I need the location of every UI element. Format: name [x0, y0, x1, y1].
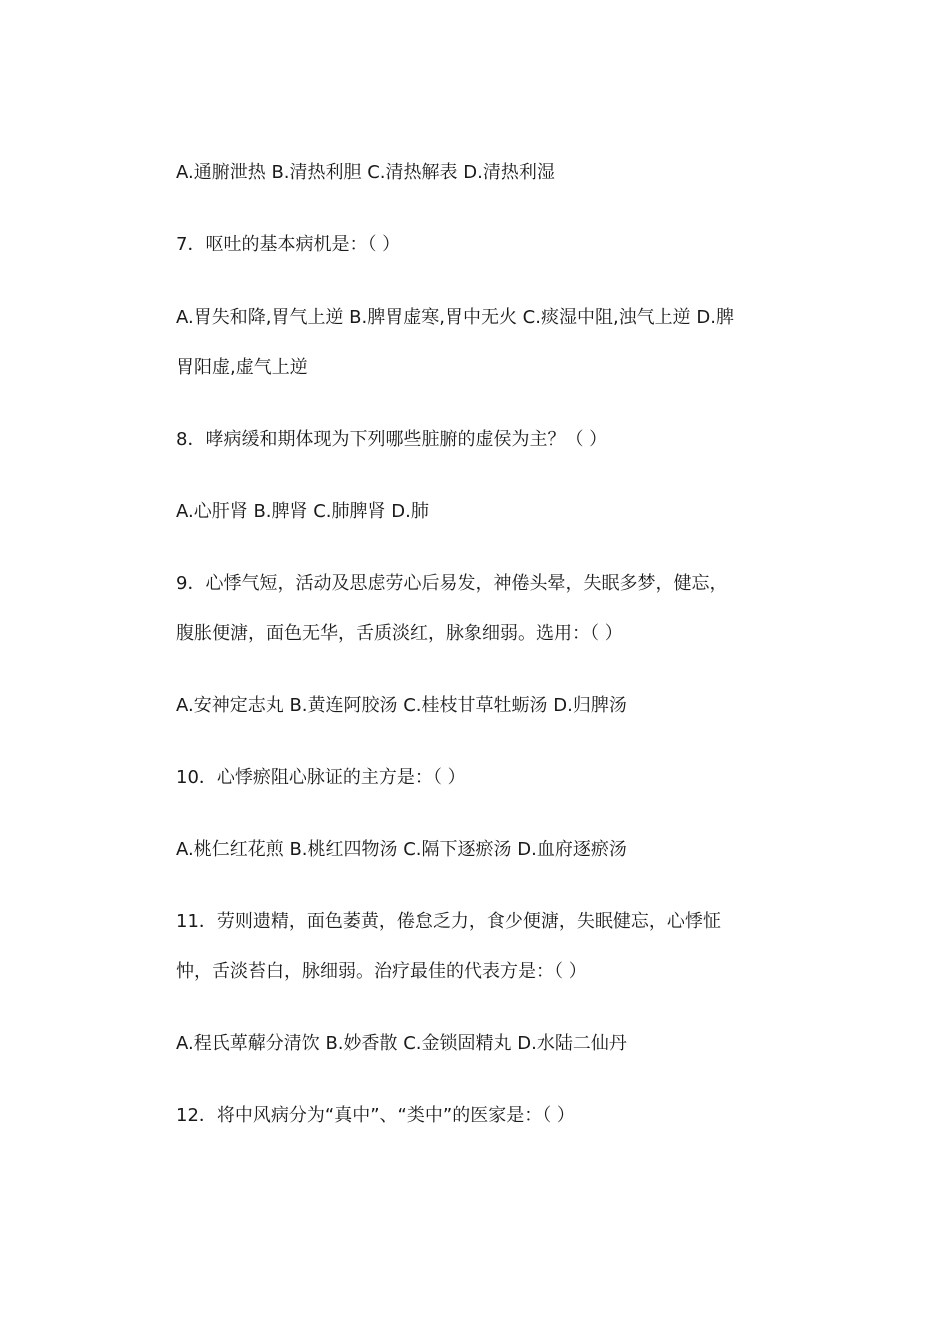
q11-question-line-1: 11．劳则遗精，面色萎黄，倦怠乏力，食少便溏，失眠健忘，心悸怔: [176, 911, 721, 932]
q7-options-line-2: 胃阳虚,虚气上逆: [176, 357, 308, 378]
q8-options: A.心肝肾 B.脾肾 C.肺脾肾 D.肺: [176, 501, 429, 522]
q11-options: A.程氏萆薢分清饮 B.妙香散 C.金锁固精丸 D.水陆二仙丹: [176, 1033, 627, 1054]
q10-question: 10．心悸瘀阻心脉证的主方是：（ ）: [176, 767, 466, 788]
q11-question-line-2: 忡，舌淡苔白，脉细弱。治疗最佳的代表方是：（ ）: [176, 961, 587, 982]
q7-question: 7．呕吐的基本病机是：（ ）: [176, 234, 401, 255]
q9-question-line-1: 9．心悸气短，活动及思虑劳心后易发，神倦头晕，失眠多梦，健忘，: [176, 573, 728, 594]
q10-options: A.桃仁红花煎 B.桃红四物汤 C.隔下逐瘀汤 D.血府逐瘀汤: [176, 839, 627, 860]
q9-options: A.安神定志丸 B.黄连阿胶汤 C.桂枝甘草牡蛎汤 D.归脾汤: [176, 695, 627, 716]
q12-question: 12．将中风病分为“真中”、“类中”的医家是：（ ）: [176, 1105, 575, 1126]
q8-question: 8．哮病缓和期体现为下列哪些脏腑的虚侯为主？（ ）: [176, 429, 608, 450]
q7-options-line-1: A.胃失和降,胃气上逆 B.脾胃虚寒,胃中无火 C.痰湿中阻,浊气上逆 D.脾: [176, 307, 734, 328]
q9-question-line-2: 腹胀便溏，面色无华，舌质淡红，脉象细弱。选用：（ ）: [176, 623, 623, 644]
q6-options: A.通腑泄热 B.清热利胆 C.清热解表 D.清热利湿: [176, 162, 555, 183]
